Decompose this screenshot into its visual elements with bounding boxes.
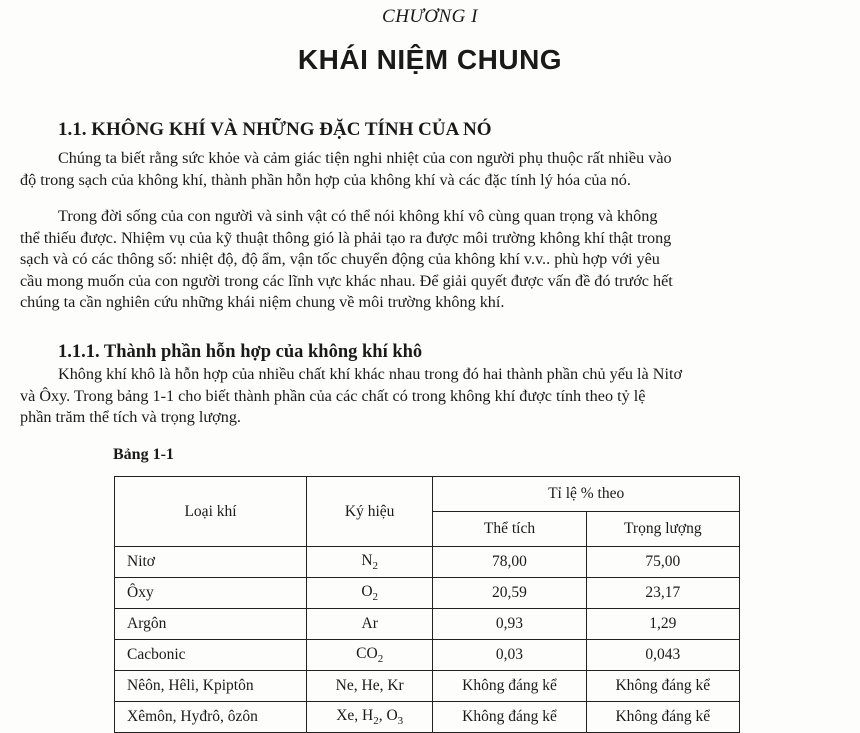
cell-symbol: $CO_2$ — [307, 640, 433, 671]
cell-weight: Không đáng kể — [586, 671, 739, 702]
cell-weight: 75,00 — [586, 547, 739, 578]
subsection-paragraph — [20, 364, 835, 429]
paragraph-line: Trong đời sống của con người và sinh vật có thể nói không khí vô cùng quan trọng và không — [58, 207, 658, 225]
paragraph-line: sạch và có các thông số: nhiệt độ, độ ẩm, vận tốc chuyển động của không khí v.v.. phù hợp với yêu — [20, 250, 660, 268]
cell-gas: Xêmôn, Hyđrô, ôzôn — [115, 702, 307, 733]
table-caption: Bảng 1-1 — [113, 446, 174, 463]
cell-gas: Cacbonic — [115, 640, 307, 671]
cell-weight: Không đáng kể — [586, 702, 739, 733]
cell-symbol: $O_2$ — [307, 578, 433, 609]
paragraph-line: độ trong sạch của không khí, thành phần hỗn hợp của không khí và các đặc tính lý hóa của nó. — [20, 170, 631, 189]
paragraph-line: phần trăm thể tích và trọng lượng. — [20, 408, 241, 426]
cell-symbol: Ar — [307, 609, 433, 640]
gas-composition-table — [114, 476, 740, 733]
cell-volume: 20,59 — [433, 578, 586, 609]
table-row — [115, 702, 740, 733]
paragraph-line: thể thiếu được. Nhiệm vụ của kỹ thuật thông gió là phải tạo ra được môi trường không khí thật trong — [20, 228, 672, 247]
paragraph-line: chúng ta cần nghiên cứu những khái niệm chung về môi trường không khí. — [20, 293, 505, 311]
subsection-heading: 1.1.1. Thành phần hỗn hợp của không khí khô — [58, 342, 423, 362]
paragraph-line: Chúng ta biết rằng sức khỏe và cảm giác tiện nghi nhiệt của con người phụ thuộc rất nhiều vào — [58, 149, 672, 167]
cell-gas: Ôxy — [115, 578, 307, 609]
table-row — [115, 671, 740, 702]
cell-volume: Không đáng kể — [433, 702, 586, 733]
cell-gas: Nitơ — [115, 547, 307, 578]
header-gas: Loại khí — [115, 477, 307, 547]
cell-symbol: Xe, $H_2$, $O_3$ — [307, 702, 433, 733]
header-volume: Thể tích — [433, 512, 586, 547]
chapter-label: CHƯƠNG I — [382, 6, 478, 27]
paragraph-line: và Ôxy. Trong bảng 1-1 cho biết thành phần của các chất có trong không khí được tính theo tỷ lệ — [20, 386, 646, 405]
header-symbol: Ký hiệu — [307, 477, 433, 547]
cell-weight: 0,043 — [586, 640, 739, 671]
cell-gas: Nêôn, Hêli, Kpiptôn — [115, 671, 307, 702]
chapter-title: KHÁI NIỆM CHUNG — [297, 44, 563, 75]
cell-volume: Không đáng kể — [433, 671, 586, 702]
header-ratio: Tỉ lệ % theo — [433, 477, 740, 512]
section-paragraph-1 — [20, 148, 835, 191]
cell-volume: 0,03 — [433, 640, 586, 671]
section-paragraph-2 — [20, 206, 835, 314]
cell-symbol: $N_2$ — [307, 547, 433, 578]
cell-weight: 23,17 — [586, 578, 739, 609]
header-weight: Trọng lượng — [586, 512, 739, 547]
cell-volume: 78,00 — [433, 547, 586, 578]
cell-gas: Argôn — [115, 609, 307, 640]
table-row — [115, 609, 740, 640]
table-row — [115, 547, 740, 578]
cell-volume: 0,93 — [433, 609, 586, 640]
paragraph-line: Không khí khô là hỗn hợp của nhiều chất khí khác nhau trong đó hai thành phần chủ yếu là Nitơ — [58, 365, 683, 383]
paragraph-line: cầu mong muốn của con người trong các lĩnh vực khác nhau. Để giải quyết được vấn đề đó trước hết — [20, 271, 673, 290]
table-row — [115, 578, 740, 609]
cell-symbol: Ne, He, Kr — [307, 671, 433, 702]
cell-weight: 1,29 — [586, 609, 739, 640]
table-row — [115, 640, 740, 671]
section-heading: 1.1. KHÔNG KHÍ VÀ NHỮNG ĐẶC TÍNH CỦA NÓ — [58, 119, 492, 140]
